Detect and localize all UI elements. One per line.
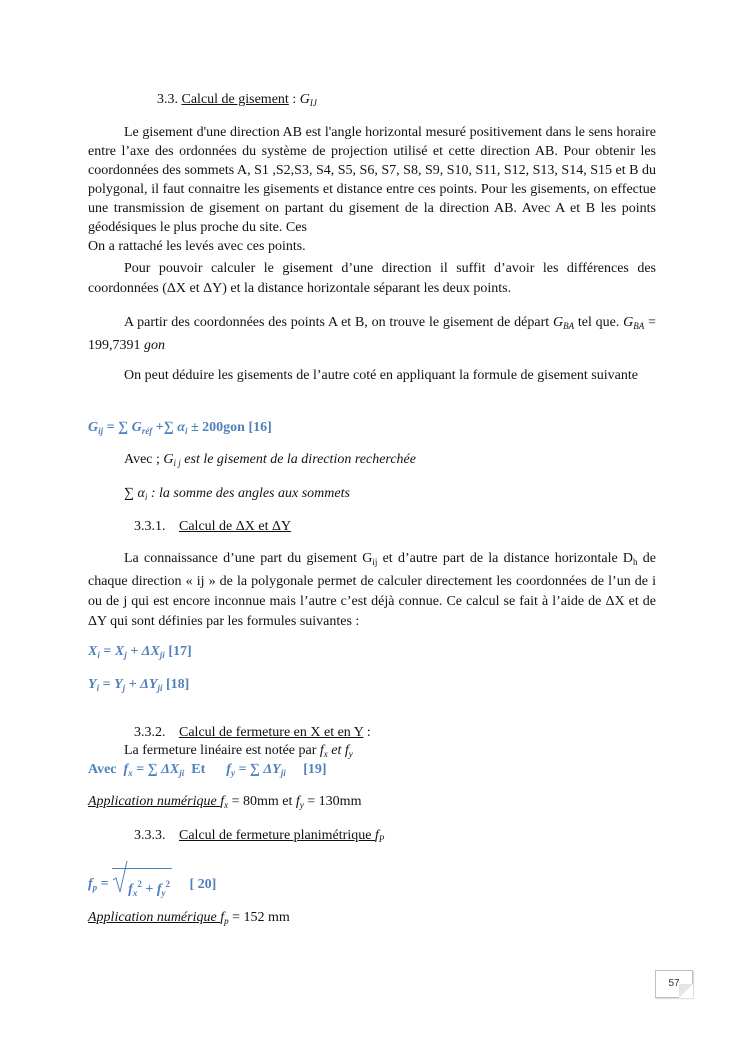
square-root: $f_x^2 + f_y^2$ <box>112 866 172 903</box>
formula-18: $Y_i = Y_j + \Delta Y_{ji}$ [18] <box>88 677 190 693</box>
section-heading-3-3-3: 3.3.3. Calcul de fermeture planimétrique $f_P$ <box>134 828 385 844</box>
closure-notation-line: La fermeture linéaire est notée par $f_x$ et $f_y$ <box>124 743 353 759</box>
paragraph-delta-coordinates: Pour pouvoir calculer le gisement d’une direction il suffit d’avoir les différences des coordonnées (ΔX et ΔY) et la distance horizontale séparant les deux points. <box>88 261 656 296</box>
section-title: Calcul de gisement <box>181 92 289 107</box>
section-heading-3-3-1: 3.3.1. Calcul de ΔX et ΔY <box>134 519 292 534</box>
definition-gij: Avec ; $G_{i j}$ est le gisement de la direction recherchée <box>124 452 416 468</box>
formula-16: $G_{ij}$ = ∑ $G_{réf}$ +∑ $\alpha_i \pm 200gon$ [16] <box>88 420 272 436</box>
page-number: 57 <box>655 970 693 998</box>
paragraph-deduce-gisements: On peut déduire les gisements de l’autre coté en appliquant la formule de gisement suivante <box>124 368 638 383</box>
section-heading-3-3-2: 3.3.2. Calcul de fermeture en X et en Y : <box>134 725 371 740</box>
formula-19: Avec $f_x$ = ∑ $\Delta X_{ji}$ Et $f_y$ = ∑ $\Delta Y_{ji}$ [19] <box>88 762 327 778</box>
paragraph-delta-calculation: La connaissance d’une part du gisement $G_{ij}$ et d’autre part de la distance horizontale $D_h$ de chaque direction « ij » de la polygonale permet de calculer directement les coordonnées de l’un de i ou de j qui est encore inconnue mais l’autre c’est déjà connue. Ce calcul se fait à l’aide de ΔX et de ΔY qui sont définies par les formules suivantes : <box>88 551 656 629</box>
paragraph-start-gisement: A partir des coordonnées des points A et B, on trouve le gisement de départ $G_{BA}$ tel que. $G_{BA} = 199,7391$ gon <box>88 315 656 353</box>
section-heading-3-3: 3.3. Calcul de gisement : $G_{IJ}$ <box>157 92 317 108</box>
formula-17: $X_i = X_j + \Delta X_{ji}$ [17] <box>88 644 192 660</box>
section-title: Calcul de fermeture planimétrique <box>179 828 375 843</box>
radical-sign-icon <box>112 860 128 894</box>
definition-sum-alpha: ∑ $\alpha_i$ : la somme des angles aux sommets <box>124 486 350 502</box>
section-title: Calcul de ΔX et ΔY <box>179 519 292 534</box>
page-corner-fold-icon <box>679 984 693 998</box>
section-title: Calcul de fermeture en X et en Y <box>179 725 364 740</box>
formula-20: $f_p$ = $f_x^2 + f_y^2$ [ 20] <box>88 866 216 903</box>
paragraph-gisement-definition: Le gisement d'une direction AB est l'angle horizontal mesuré positivement dans le sens horaire entre l’axe des ordonnées du système de projection utilisé et cette direction AB. Pour obtenir les coordonnées des sommets A, S1 ,S2,S3, S4, S5, S6, S7, S8, S9, S10, S11, S12, S13, S14, S15 et B du polygonal, il faut connaitre les gisements et distance entre ces points. Pour les gisements, on effectue une transmission de gisement on partant du gisement de la direction AB. Avec A et B les points géodésiques le plus proche du site. Ces On a rattaché les levés avec ces points. <box>88 125 656 254</box>
numeric-application-1: Application numérique $f_x = 80mm$ et $f_y = 130mm$ <box>88 794 362 810</box>
numeric-application-2: Application numérique $f_p = 152$ mm <box>88 910 290 926</box>
